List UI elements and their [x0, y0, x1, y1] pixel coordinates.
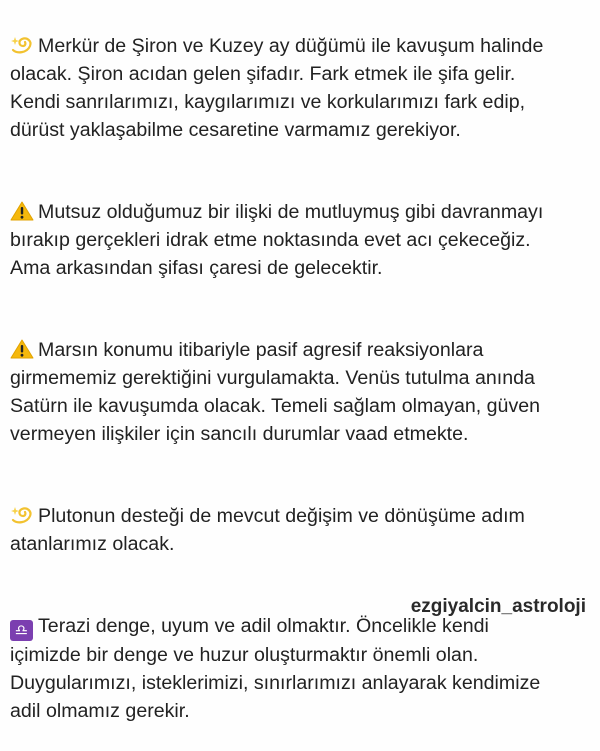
paragraph-text: Plutonun desteği de mevcut değişim ve dönüşüme adım atanlarımız olacak.	[10, 505, 525, 555]
paragraph-text: Merkür de Şiron ve Kuzey ay düğümü ile kavuşum halinde olacak. Şiron acıdan gelen şifadır. Fark etmek ile şifa gelir. Kendi sanrılarımızı, kaygılarımızı ve korkularımızı fark edip, dürüst yaklaşabilme cesaretine varmamız gerekiyor.	[10, 35, 544, 141]
paragraph-mars-venus	[10, 308, 596, 448]
paragraph-mercury-chiron	[10, 4, 596, 144]
author-signature: ezgiyalcin_astroloji	[410, 596, 586, 617]
warning-icon	[10, 339, 34, 359]
dizzy-icon	[10, 505, 34, 525]
paragraph-text: Mutsuz olduğumuz bir ilişki de mutluymuş gibi davranmayı bırakıp gerçekleri idrak etme noktasında evet acı çekeceğiz. Ama arkasından şifası çaresi de gelecektir.	[10, 201, 544, 279]
paragraph-text: Marsın konumu itibariyle pasif agresif reaksiyonlara girmememiz gerektiğini vurgulamakta. Venüs tutulma anında Satürn ile kavuşumda olacak. Temeli sağlam olmayan, güven vermeyen ilişkiler için sancılı durumlar vaad etmekte.	[10, 339, 541, 445]
paragraph-unhappy-relationship	[10, 170, 596, 282]
libra-icon: ♎	[10, 620, 33, 641]
paragraph-text: Terazi denge, uyum ve adil olmaktır. Öncelikle kendi içimizde bir denge ve huzur oluşturmaktır önemli olan. Duygularımızı, isteklerimizi, sınırlarımızı anlayarak kendimize adil olmamız gerekir.	[10, 615, 541, 722]
paragraph-pluto	[10, 474, 596, 558]
post-body	[10, 4, 596, 751]
dizzy-icon	[10, 35, 34, 55]
warning-icon	[10, 201, 34, 221]
